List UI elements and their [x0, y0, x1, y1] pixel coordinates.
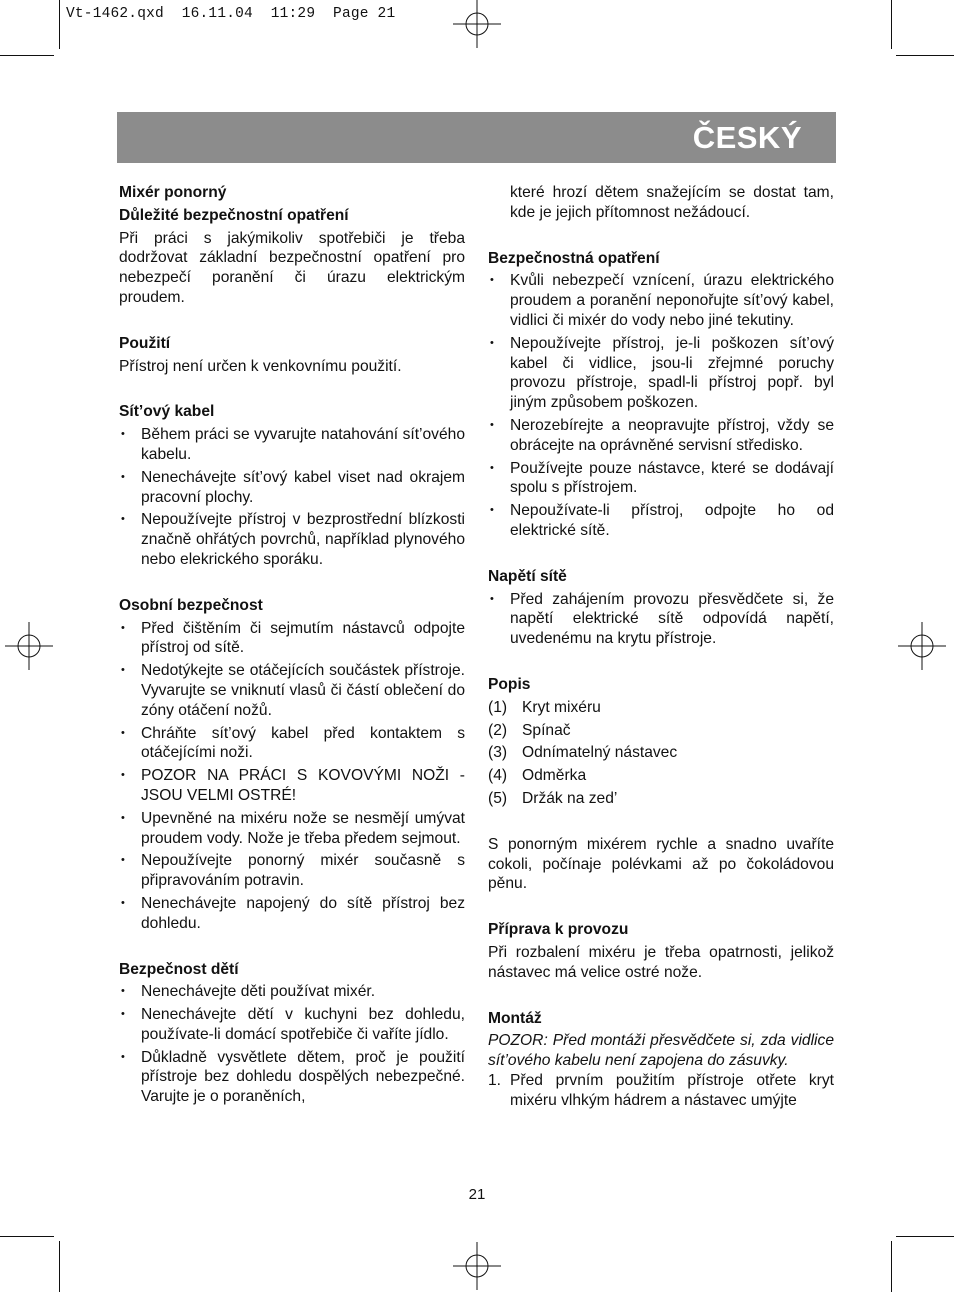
part-number: (3) — [488, 744, 508, 762]
part-label: Odnímatelný nástavec — [522, 744, 678, 762]
bullet-list — [119, 982, 465, 1107]
part-label: Držák na zed’ — [522, 789, 618, 807]
part-item — [488, 766, 834, 786]
list-item: • POZOR NA PRÁCI S KOVOVÝMI NOŽI - JSOU VELMI OSTRÉ! — [119, 766, 465, 806]
part-number: (2) — [488, 721, 508, 739]
list-item: • Nepoužívejte přístroj, je-li poškozen sít’ový kabel či vidlice, jsou-li zřejmné poruchy provozu přístroje, spadl-li přístroj popř. byl jiným způsobem poškozen. — [488, 334, 834, 413]
list-item: • Chráňte sít’ový kabel před kontaktem s otáčejícími noži. — [119, 724, 465, 764]
list-item: • Důkladně vysvětlete dětem, proč je použití přístroje bez dohledu dospělých nebezpečné. Varujte je o poraněních, — [119, 1048, 465, 1107]
registration-mark-right — [898, 622, 946, 670]
list-item: • Nenechávejte sít’ový kabel viset nad okraјem pracovní plochy. — [119, 468, 465, 508]
part-item — [488, 743, 834, 763]
language-banner — [117, 112, 836, 163]
section-title: Montáž — [488, 1009, 542, 1027]
section-child-safety — [119, 960, 465, 1108]
part-number: (1) — [488, 698, 508, 716]
section-voltage — [488, 567, 834, 649]
step-text: Před prvním použitím přístroje otřete kryt mixéru vlhkým hádrem a nástavec umýjte — [510, 1071, 834, 1109]
banner-title: ČESKÝ — [692, 120, 802, 155]
list-item: • Nenechávejte napojený do sítě přístroj bez dohledu. — [119, 894, 465, 934]
list-item: • Nerozebírejte a neopravujte přístroj, vždy se obrácejte na oprávněné servisní středisko. — [488, 416, 834, 456]
section-title: Sít’ový kabel — [119, 403, 215, 421]
section-subtitle: Důležité bezpečnostní opatření — [119, 206, 349, 224]
left-column — [119, 183, 465, 1107]
list-item-continued: které hrozí dětem snažejícím se dostat tam, kde je jejich přítomnost nežádoucí. — [510, 184, 834, 221]
section-title: Osobní bezpečnost — [119, 596, 263, 614]
bullet-list — [488, 590, 834, 649]
section-text: Při rozbalení mixéru je třeba opatrnosti, jelikož nástavec má velice ostré nože. — [488, 943, 834, 981]
section-title: Popis — [488, 675, 531, 693]
section-text: Při práci s jakýmikoliv spotřebiči je třeba dodržovat základní bezpečnostní opatření pro nebezpečí poranění či úrazu elektrickým proudem. — [119, 229, 465, 306]
list-item: • Nenechávejte dětí v kuchyni bez dohledu, používate-li domácí spotřebiče či vaříte jídlo. — [119, 1005, 465, 1045]
section-preparation — [488, 920, 834, 982]
registration-mark-left — [5, 622, 53, 670]
step-number: 1. — [488, 1071, 502, 1089]
list-item: • Nepoužívejte přístroj v bezprostřední blízkosti značně ohřátých povrchů, například plynového nebo elekrického sporáku. — [119, 510, 465, 569]
parts-list — [488, 698, 834, 809]
bullet-list — [119, 425, 465, 570]
part-label: Odměrka — [522, 767, 587, 785]
list-item: • Nepoužívate-li přístroj, odpojte ho od elektrické sítě. — [488, 501, 834, 541]
section-title: Mixér ponorný — [119, 184, 227, 201]
paragraph-text: S ponorným mixérem rychle a snadno uvaříte cokoli, počínaje polévkami až po čokoládovou pěnu. — [488, 835, 834, 893]
section-personal-safety — [119, 596, 465, 934]
part-label: Spínač — [522, 721, 571, 739]
part-label: Kryt mixéru — [522, 698, 601, 716]
section-continuation — [488, 183, 834, 223]
section-intro-paragraph — [488, 835, 834, 894]
list-item: • Nedotýkejte se otáčejících součástek přístroje. Vyvarujte se vniknutí vlasů či částí oblečení do zóny otáčení nožů. — [119, 661, 465, 720]
list-item: • Kvůli nebezpečí vznícení, úrazu elektrického proudem a poranění neponořujte sít’ový kabel, vidlici či mixér do vody nebo jiné tekutiny. — [488, 271, 834, 330]
list-item: • Upevněné na mixéru nože se nesmějí umývat proudem vody. Nože je třeba předem sejmout. — [119, 809, 465, 849]
list-item: • Před čištěním či sejmutím nástavců odpojte přístroj od sítě. — [119, 619, 465, 659]
section-description — [488, 675, 834, 809]
section-usage — [119, 334, 465, 377]
section-title: Bezpečnostná opatření — [488, 249, 660, 267]
part-number: (4) — [488, 767, 508, 785]
section-title: Příprava k provozu — [488, 921, 629, 939]
right-column — [488, 183, 834, 1110]
section-title: Použití — [119, 334, 171, 352]
registration-mark-bottom — [453, 1242, 501, 1290]
list-item: • Během práci se vyvarujte natahování sít’ového kabelu. — [119, 425, 465, 465]
bullet-list — [488, 271, 834, 540]
list-item: • Používejte pouze nástavce, které se dodávají spolu s přístrojem. — [488, 459, 834, 499]
page-number: 21 — [468, 1186, 486, 1203]
part-item — [488, 721, 834, 741]
print-slug: Vt-1462.qxd 16.11.04 11:29 Page 21 — [66, 6, 396, 22]
step-item — [488, 1071, 834, 1111]
section-title: Bezpečnost dětí — [119, 960, 239, 978]
section-power-cord — [119, 402, 465, 569]
bullet-list — [119, 619, 465, 934]
list-item: • Nepoužívejte ponorný mixér současně s připravováním potravin. — [119, 851, 465, 891]
list-item: • Nenechávejte děti používat mixér. — [119, 982, 465, 1002]
part-item — [488, 789, 834, 809]
bullet-list-continued — [488, 183, 834, 223]
list-item: • Před zahájením provozu přesvědčete si, že napětí elektrické sítě odpovídá napětí, uvedenému na krytu přístroje. — [488, 590, 834, 649]
section-title: Napětí sítě — [488, 567, 567, 585]
section-safety-measures — [488, 249, 834, 541]
section-text: Přístroj není určen k venkovnímu použití. — [119, 357, 402, 375]
warning-text: POZOR: Před montáži přesvědčete si, zda vidlice sít’ového kabelu není zapojena do zásuvky. — [488, 1032, 834, 1070]
section-mixer — [119, 183, 465, 308]
part-item — [488, 698, 834, 718]
registration-mark-top — [453, 0, 501, 48]
section-assembly — [488, 1009, 834, 1111]
part-number: (5) — [488, 789, 508, 807]
steps-list — [488, 1071, 834, 1111]
